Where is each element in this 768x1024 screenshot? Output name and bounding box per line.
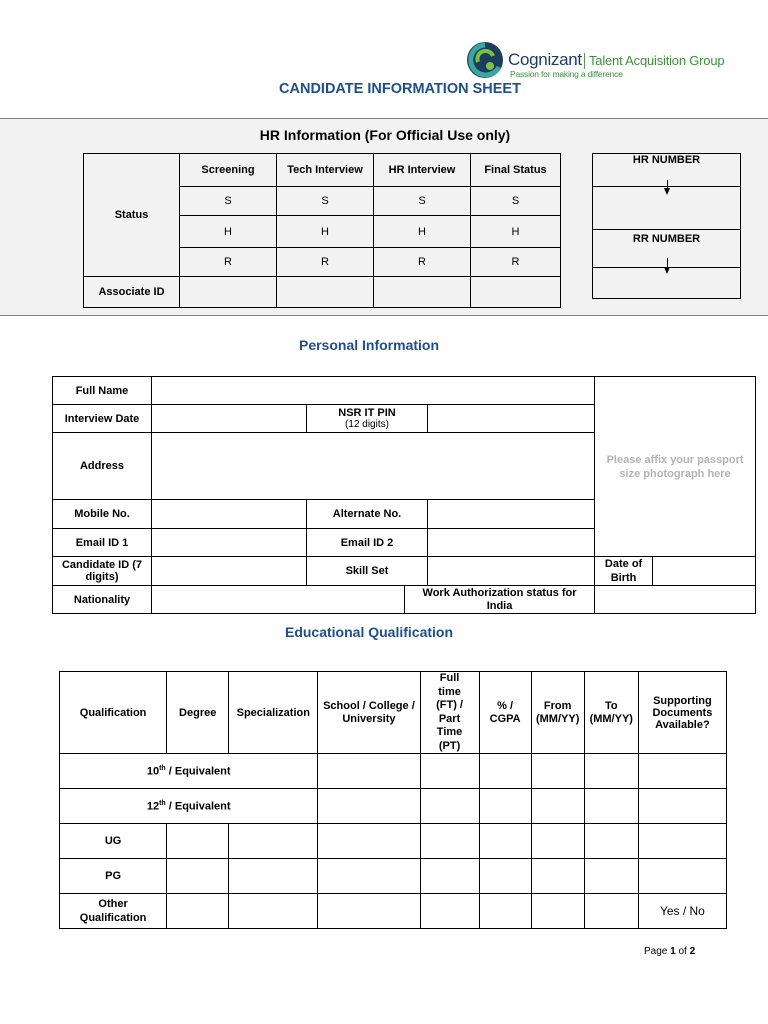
- logo-tagline: Passion for making a difference: [510, 69, 623, 79]
- page-number: [644, 946, 695, 957]
- specialization-field[interactable]: [229, 859, 318, 894]
- email-2-field[interactable]: [428, 529, 595, 557]
- documents-field[interactable]: [638, 754, 726, 789]
- status-option-r[interactable]: R: [471, 248, 561, 277]
- mode-field[interactable]: [420, 824, 479, 859]
- from-field[interactable]: [531, 824, 584, 859]
- address-label: Address: [53, 433, 152, 500]
- full-name-label: Full Name: [53, 377, 152, 405]
- mobile-field[interactable]: [152, 500, 307, 529]
- documents-field[interactable]: [638, 824, 726, 859]
- qualification-10th: [60, 754, 318, 789]
- header-cgpa: % / CGPA: [479, 672, 531, 754]
- header-to: To (MM/YY): [584, 672, 638, 754]
- qualification-other: Other Qualification: [60, 894, 167, 929]
- alternate-number-label: Alternate No.: [307, 500, 428, 529]
- qualification-12th-sup: th: [159, 799, 166, 807]
- alternate-number-field[interactable]: [428, 500, 595, 529]
- photo-placeholder[interactable]: Please affix your passport size photograph here: [595, 377, 756, 557]
- from-field[interactable]: [531, 894, 584, 929]
- arrow-down-icon: [664, 267, 670, 274]
- qualification-ug: UG: [60, 824, 167, 859]
- personal-information-title: Personal Information: [298, 337, 440, 353]
- nsr-it-pin-field[interactable]: [428, 405, 595, 433]
- status-option-h[interactable]: H: [374, 216, 471, 248]
- hr-number-label: HR NUMBER: [593, 154, 741, 187]
- header-hr-interview: HR Interview: [374, 154, 471, 187]
- qualification-12th-num: 12: [146, 800, 160, 813]
- school-field[interactable]: [318, 789, 420, 824]
- associate-id-label: Associate ID: [84, 277, 180, 308]
- cgpa-field[interactable]: [479, 789, 531, 824]
- header-supporting-documents: Supporting Documents Available?: [638, 672, 726, 754]
- qualification-10th-rest: / Equivalent: [165, 765, 231, 778]
- nationality-field[interactable]: [152, 586, 405, 614]
- documents-field[interactable]: [638, 859, 726, 894]
- mode-field[interactable]: [420, 859, 479, 894]
- documents-field[interactable]: [638, 789, 726, 824]
- school-field[interactable]: [318, 754, 420, 789]
- skill-set-field[interactable]: [428, 557, 595, 586]
- mode-field[interactable]: [420, 894, 479, 929]
- address-field[interactable]: [152, 433, 595, 500]
- email-2-label: Email ID 2: [307, 529, 428, 557]
- school-field[interactable]: [318, 859, 420, 894]
- cgpa-field[interactable]: [479, 754, 531, 789]
- skill-set-label: Skill Set: [307, 557, 428, 586]
- arrow-down-icon: [664, 188, 670, 195]
- from-field[interactable]: [531, 789, 584, 824]
- associate-id-field[interactable]: [471, 277, 561, 308]
- personal-information-table: [52, 376, 756, 614]
- nsr-it-pin-title: NSR IT PIN: [338, 406, 396, 419]
- candidate-id-field[interactable]: [152, 557, 307, 586]
- hr-rr-number-table: [592, 153, 741, 299]
- sheet-title: CANDIDATE INFORMATION SHEET: [279, 81, 521, 97]
- interview-date-label: Interview Date: [53, 405, 152, 433]
- cgpa-field[interactable]: [479, 824, 531, 859]
- documents-yes-no[interactable]: Yes / No: [638, 894, 726, 929]
- status-option-r[interactable]: R: [277, 248, 374, 277]
- to-field[interactable]: [584, 789, 638, 824]
- header-full-time-part-time: Full time (FT) / Part Time (PT): [420, 672, 479, 754]
- educational-qualification-title: Educational Qualification: [284, 624, 454, 640]
- hr-information-title: HR Information (For Official Use only): [259, 127, 511, 143]
- associate-id-field[interactable]: [180, 277, 277, 308]
- header-screening: Screening: [180, 154, 277, 187]
- date-of-birth-field[interactable]: [653, 557, 756, 586]
- to-field[interactable]: [584, 859, 638, 894]
- interview-date-field[interactable]: [152, 405, 307, 433]
- qualification-10th-sup: th: [159, 764, 166, 772]
- mode-field[interactable]: [420, 789, 479, 824]
- email-1-field[interactable]: [152, 529, 307, 557]
- hr-number-arrow: [667, 180, 668, 188]
- nationality-label: Nationality: [53, 586, 152, 614]
- to-field[interactable]: [584, 754, 638, 789]
- school-field[interactable]: [318, 894, 420, 929]
- header-school: School / College / University: [318, 672, 420, 754]
- status-option-h[interactable]: H: [471, 216, 561, 248]
- header-degree: Degree: [167, 672, 229, 754]
- candidate-id-label: Candidate ID (7 digits): [53, 557, 152, 586]
- status-option-h[interactable]: H: [180, 216, 277, 248]
- status-option-r[interactable]: R: [180, 248, 277, 277]
- status-label: Status: [84, 154, 180, 277]
- status-option-h[interactable]: H: [277, 216, 374, 248]
- page-total: 2: [689, 946, 696, 957]
- nsr-it-pin-note: (12 digits): [345, 418, 389, 430]
- to-field[interactable]: [584, 894, 638, 929]
- header-final-status: Final Status: [471, 154, 561, 187]
- work-authorization-field[interactable]: [595, 586, 756, 614]
- header-from: From (MM/YY): [531, 672, 584, 754]
- school-field[interactable]: [318, 824, 420, 859]
- rr-number-label: RR NUMBER: [593, 230, 741, 268]
- degree-field[interactable]: [167, 859, 229, 894]
- hr-status-table: [83, 153, 561, 308]
- email-1-label: Email ID 1: [53, 529, 152, 557]
- cgpa-field[interactable]: [479, 894, 531, 929]
- associate-id-field[interactable]: [374, 277, 471, 308]
- qualification-10th-num: 10: [146, 765, 160, 778]
- full-name-field[interactable]: [152, 377, 595, 405]
- page-word: Page: [644, 946, 668, 957]
- rr-number-arrow: [667, 258, 668, 267]
- cgpa-field[interactable]: [479, 859, 531, 894]
- to-field[interactable]: [584, 824, 638, 859]
- logo-wordmark: Cognizant: [508, 50, 582, 69]
- specialization-field[interactable]: [229, 894, 318, 929]
- educational-qualification-table: [59, 671, 727, 929]
- page-current: 1: [670, 946, 676, 957]
- header-tech-interview: Tech Interview: [277, 154, 374, 187]
- qualification-12th: [60, 789, 318, 824]
- degree-field[interactable]: [167, 824, 229, 859]
- status-option-s[interactable]: S: [180, 187, 277, 216]
- associate-id-field[interactable]: [277, 277, 374, 308]
- header-specialization: Specialization: [229, 672, 318, 754]
- logo-separator: [584, 53, 585, 69]
- status-option-s[interactable]: S: [277, 187, 374, 216]
- nsr-it-pin-label: [307, 405, 428, 433]
- from-field[interactable]: [531, 754, 584, 789]
- from-field[interactable]: [531, 859, 584, 894]
- mode-field[interactable]: [420, 754, 479, 789]
- qualification-12th-rest: / Equivalent: [165, 800, 231, 813]
- status-option-s[interactable]: S: [374, 187, 471, 216]
- degree-field[interactable]: [167, 894, 229, 929]
- logo-group-name: Talent Acquisition Group: [589, 53, 725, 68]
- mobile-label: Mobile No.: [53, 500, 152, 529]
- page-of: of: [678, 946, 687, 957]
- date-of-birth-label: Date of Birth: [595, 557, 653, 586]
- status-option-s[interactable]: S: [471, 187, 561, 216]
- specialization-field[interactable]: [229, 824, 318, 859]
- cognizant-logo-mark-icon: [466, 40, 510, 82]
- status-option-r[interactable]: R: [374, 248, 471, 277]
- qualification-pg: PG: [60, 859, 167, 894]
- header-qualification: Qualification: [60, 672, 167, 754]
- work-authorization-label: Work Authorization status for India: [405, 586, 595, 614]
